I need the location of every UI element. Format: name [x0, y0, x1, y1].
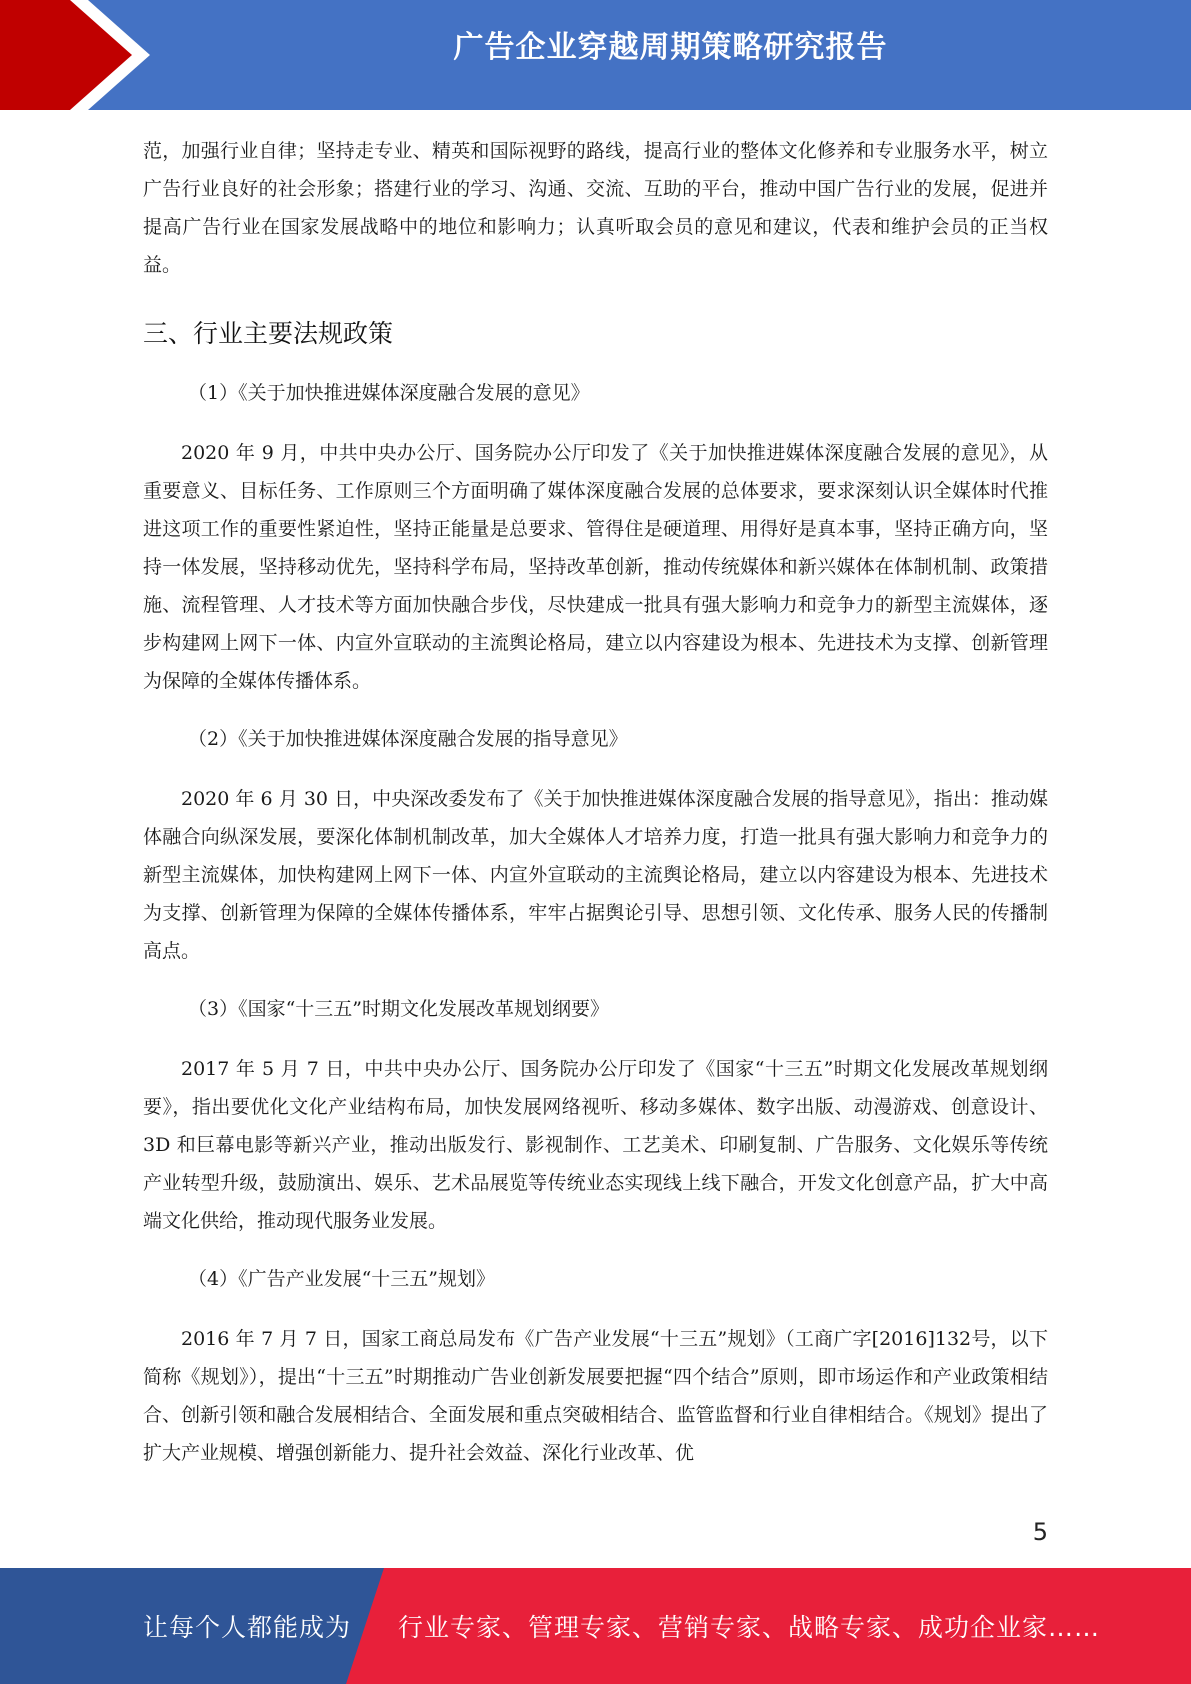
policy-body-4: 2016 年 7 月 7 日，国家工商总局发布《广告产业发展“十三五”规划》（工商广字[2016]132号，以下简称《规划》），提出“十三五”时期推动广告业创新发展要把握“四个结合”原则，即市场运作和产业政策相结合、创新引领和融合发展相结合、全面发展和重点突破相结合、监管监督和行业自律相结合。《规划》提出了扩大产业规模、增强创新能力、提升社会效益、深化行业改革、优	[143, 1328, 1048, 1464]
page-number: 5	[1032, 1518, 1048, 1546]
header-title: 广告企业穿越周期策略研究报告	[453, 30, 888, 65]
policy-body-1: 2020 年 9 月，中共中央办公厅、国务院办公厅印发了《关于加快推进媒体深度融合发展的意见》，从重要意义、目标任务、工作原则三个方面明确了媒体深度融合发展的总体要求，要求深刻认识全媒体时代推进这项工作的重要性紧迫性，坚持正能量是总要求、管得住是硬道理、用得好是真本事，坚持正确方向，坚持一体发展，坚持移动优先，坚持科学布局，坚持改革创新，推动传统媒体和新兴媒体在体制机制、政策措施、流程管理、人才技术等方面加快融合步伐，尽快建成一批具有强大影响力和竞争力的新型主流媒体，逐步构建网上网下一体、内宣外宣联动的主流舆论格局，建立以内容建设为根本、先进技术为支撑、创新管理为保障的全媒体传播体系。	[143, 442, 1048, 692]
policy-heading-4: （4）《广告产业发展“十三五”规划》	[188, 1268, 496, 1290]
footer-slogan-left: 让每个人都能成为	[143, 1613, 352, 1642]
footer-slogan-right: 行业专家、管理专家、营销专家、战略专家、成功企业家……	[398, 1613, 1101, 1642]
page-footer	[0, 1568, 1191, 1684]
policy-body-3: 2017 年 5 月 7 日，中共中央办公厅、国务院办公厅印发了《国家“十三五”时期文化发展改革规划纲要》，指出要优化文化产业结构布局，加快发展网络视听、移动多媒体、数字出版、动漫游戏、创意设计、3D 和巨幕电影等新兴产业，推动出版发行、影视制作、工艺美术、印刷复制、广告服务、文化娱乐等传统产业转型升级，鼓励演出、娱乐、艺术品展览等传统业态实现线上线下融合，开发文化创意产品，扩大中高端文化供给，推动现代服务业发展。	[143, 1058, 1048, 1232]
section-title: 三、行业主要法规政策	[143, 319, 394, 348]
policy-heading-3: （3）《国家“十三五”时期文化发展改革规划纲要》	[188, 998, 610, 1020]
policy-heading-1: （1）《关于加快推进媒体深度融合发展的意见》	[188, 382, 590, 404]
document-body	[143, 132, 1048, 1472]
policy-body-2: 2020 年 6 月 30 日，中央深改委发布了《关于加快推进媒体深度融合发展的指导意见》，指出：推动媒体融合向纵深发展，要深化体制机制改革，加大全媒体人才培养力度，打造一批具有强大影响力和竞争力的新型主流媒体，加快构建网上网下一体、内宣外宣联动的主流舆论格局，建立以内容建设为根本、先进技术为支撑、创新管理为保障的全媒体传播体系，牢牢占据舆论引导、思想引领、文化传承、服务人民的传播制高点。	[143, 788, 1048, 962]
intro-paragraph: 范，加强行业自律；坚持走专业、精英和国际视野的路线，提高行业的整体文化修养和专业服务水平，树立广告行业良好的社会形象；搭建行业的学习、沟通、交流、互助的平台，推动中国广告行业的发展，促进并提高广告行业在国家发展战略中的地位和影响力；认真听取会员的意见和建议，代表和维护会员的正当权益。	[143, 140, 1048, 276]
page-header	[0, 0, 1191, 110]
policy-heading-2: （2）《关于加快推进媒体深度融合发展的指导意见》	[188, 728, 628, 750]
